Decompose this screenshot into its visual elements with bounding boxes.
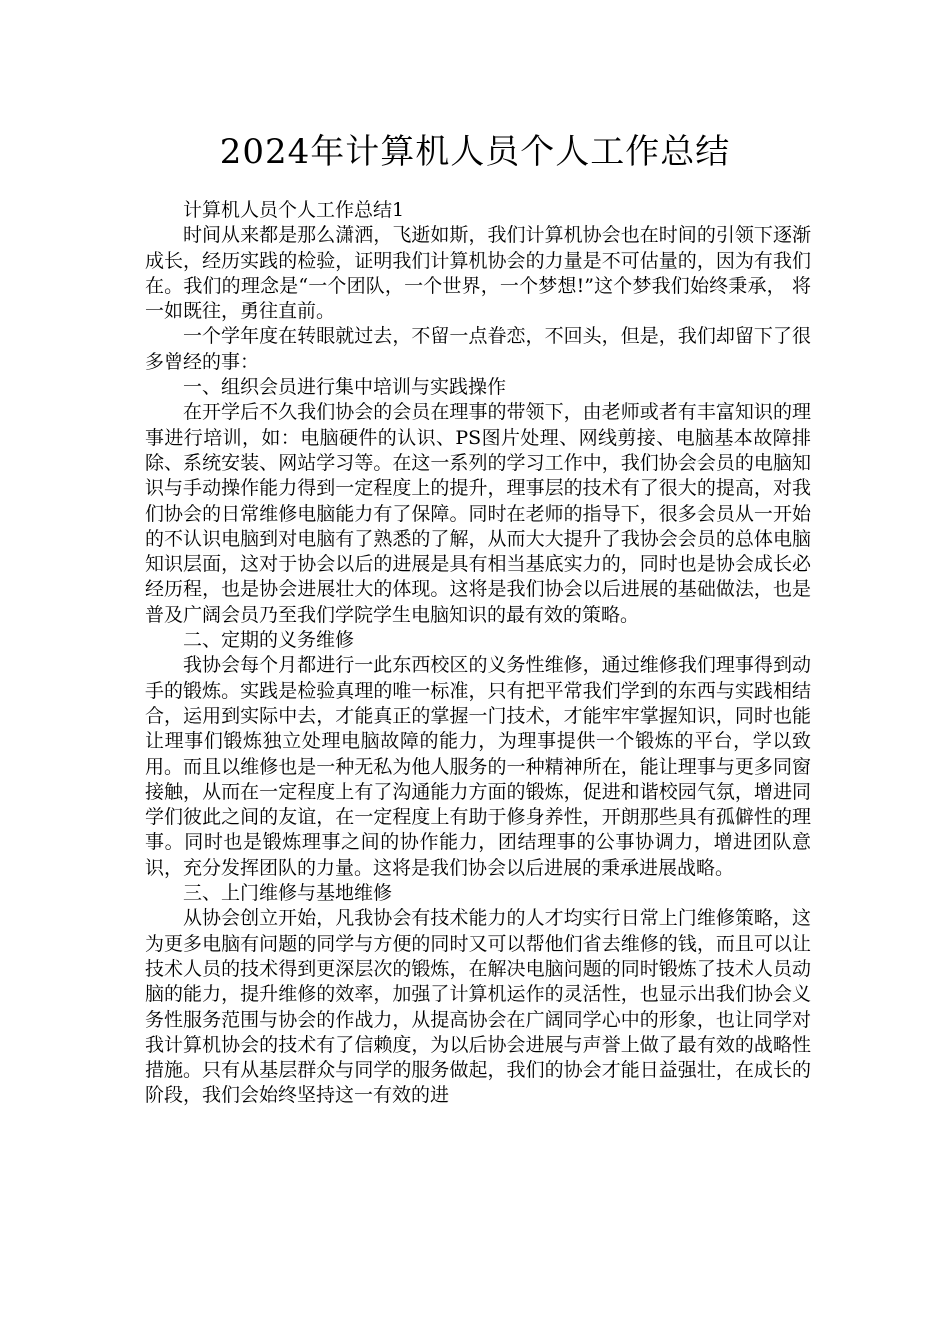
subheading-training: 一、组织会员进行集中培训与实践操作 — [183, 376, 507, 399]
paragraph-transition: 一个学年度在转眼就过去，不留一点眷恋，不回头，但是，我们却留下了很多曾经的事： — [145, 325, 811, 373]
paragraph-training: 在开学后不久我们协会的会员在理事的带领下，由老师或者有丰富知识的理事进行培训，如：电脑硬件的认识、PS图片处理、网线剪接、电脑基本故障排除、系统安装、网站学习等。在这一系列的学习工作中，我们协会会员的电脑知识与手动操作能力得到一定程度上的提升，理事层的技术有了很大的提高，对我们协会的日常维修电脑能力有了保障。同时在老师的指导下，很多会员从一开始的不认识电脑到对电脑有了熟悉的了解，从而大大提升了我协会会员的总体电脑知识层面，这对于协会以后的进展是具有相当基底实力的，同时也是协会成长必经历程，也是协会进展壮大的体现。这将是我们协会以后进展的基础做法，也是普及广阔会员乃至我们学院学生电脑知识的最有效的策略。 — [145, 401, 811, 626]
subheading-maintenance: 二、定期的义务维修 — [183, 629, 355, 652]
document-body — [145, 198, 811, 1109]
paragraph-onsite: 从协会创立开始，凡我协会有技术能力的人才均实行日常上门维修策略，这为更多电脑有问题的同学与方便的同时又可以帮他们省去维修的钱，而且可以让技术人员的技术得到更深层次的锻炼，在解决电脑问题的同时锻炼了技术人员动脑的能力，提升维修的效率，加强了计算机运作的灵活性，也显示出我们协会义务性服务范围与协会的作战力，从提高协会在广阔同学心中的形象，也让同学对我计算机协会的技术有了信赖度，为以后协会进展与声誉上做了最有效的战略性措施。只有从基层群众与同学的服务做起，我们的协会才能日益强壮，在成长的阶段，我们会始终坚持这一有效的进 — [145, 907, 811, 1107]
paragraph-intro: 时间从来都是那么潇洒，飞逝如斯，我们计算机协会也在时间的引领下逐渐成长，经历实践的检验，证明我们计算机协会的力量是不可估量的，因为有我们在。我们的理念是“一个团队，一个世界，一个梦想!”这个梦我们始终秉承， 将一如既往，勇往直前。 — [145, 224, 811, 323]
paragraph-maintenance: 我协会每个月都进行一此东西校区的义务性维修，通过维修我们理事得到动手的锻炼。实践是检验真理的唯一标准，只有把平常我们学到的东西与实践相结合，运用到实际中去，才能真正的掌握一门技术，才能牢牢掌握知识，同时也能让理事们锻炼独立处理电脑故障的能力，为理事提供一个锻炼的平台，学以致用。而且以维修也是一种无私为他人服务的一种精神所在，能让理事与更多同窗接触，从而在一定程度上有了沟通能力方面的锻炼，促进和谐校园气氛，增进同学们彼此之间的友谊，在一定程度上有助于修身养性，开朗那些具有孤僻性的理事。同时也是锻炼理事之间的协作能力，团结理事的公事协调力，增进团队意识，充分发挥团队的力量。这将是我们协会以后进展的秉承进展战略。 — [145, 654, 811, 879]
document-title: 2024年计算机人员个人工作总结 — [219, 132, 731, 172]
subheading-onsite: 三、上门维修与基地维修 — [183, 882, 393, 905]
section-heading: 计算机人员个人工作总结1 — [183, 199, 405, 221]
